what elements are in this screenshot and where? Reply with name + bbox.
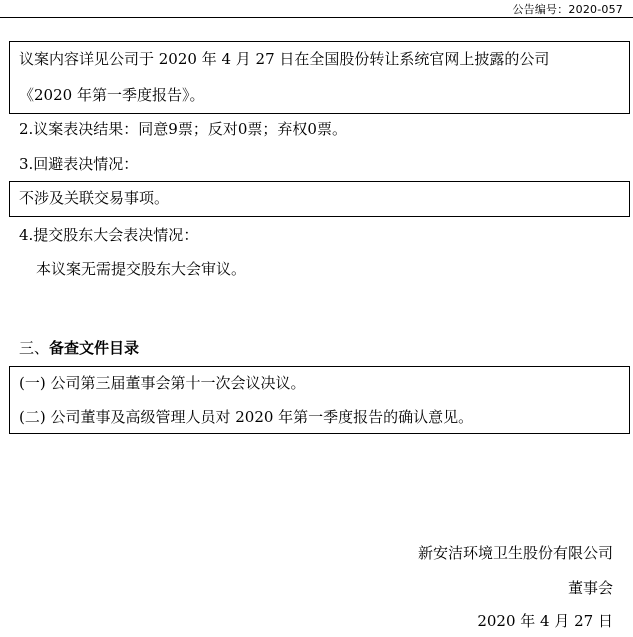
signature-company: 新安洁环境卫生股份有限公司 xyxy=(417,544,613,562)
motion-content-line-1: 议案内容详见公司于 2020 年 4 月 27 日在全国股份转让系统官网上披露的公司 xyxy=(19,50,550,68)
vote-result: 2.议案表决结果：同意9票；反对0票；弃权0票。 xyxy=(19,120,347,138)
section-heading xyxy=(19,341,139,356)
signature-date: 2020 年 4 月 27 日 xyxy=(477,612,613,630)
page-header xyxy=(0,0,633,18)
reference-doc-item: (二) 公司董事及高级管理人员对 2020 年第一季度报告的确认意见。 xyxy=(19,408,474,426)
recusal-text: 不涉及关联交易事项。 xyxy=(19,189,170,207)
reference-doc-item: (一) 公司第三届董事会第十一次会议决议。 xyxy=(19,374,306,392)
section-heading-title: 备查文件目录 xyxy=(49,339,140,357)
section-heading-number: 三、 xyxy=(19,339,50,357)
shareholder-text: 本议案无需提交股东大会审议。 xyxy=(36,260,247,278)
recusal-heading: 3.回避表决情况： xyxy=(19,155,139,173)
motion-content-line-2: 《2020 年第一季度报告》。 xyxy=(19,86,205,104)
doc-number: 公告编号：2020-057 xyxy=(512,3,623,16)
signature-board: 董事会 xyxy=(567,579,613,597)
shareholder-heading: 4.提交股东大会表决情况： xyxy=(19,226,199,244)
